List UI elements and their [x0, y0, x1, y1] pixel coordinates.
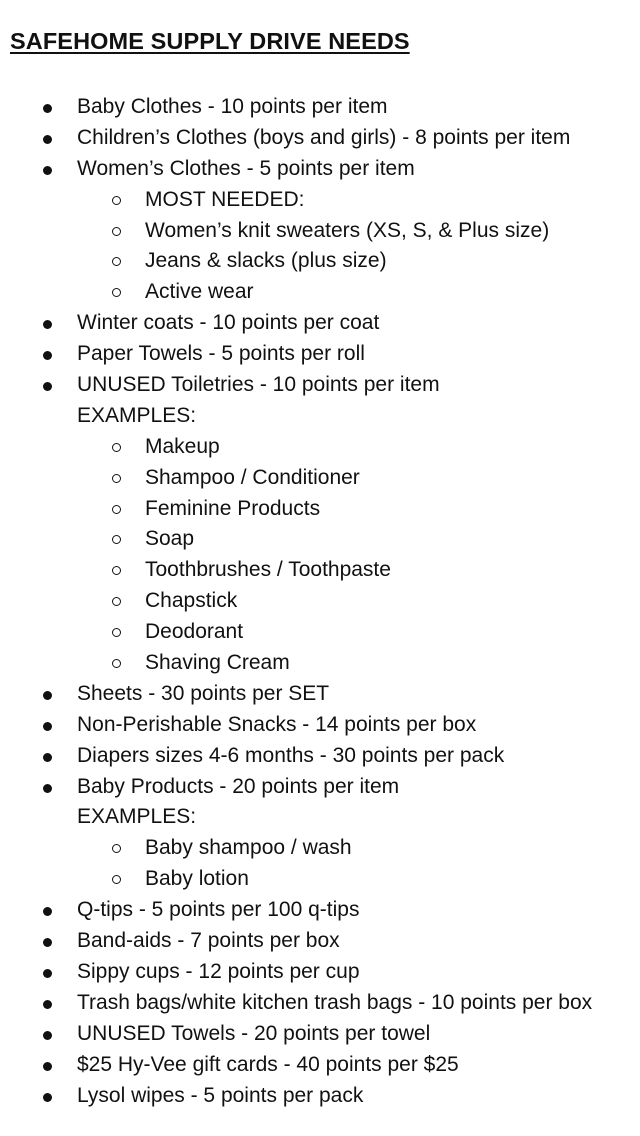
- hollow-bullet-icon: [112, 474, 121, 483]
- hollow-bullet-icon: [112, 628, 121, 637]
- list-item-text: Toothbrushes / Toothpaste: [145, 558, 391, 582]
- hollow-bullet-icon: [112, 288, 121, 297]
- list-item-text: Soap: [145, 527, 195, 551]
- bullet-icon: [43, 166, 52, 175]
- list-item-text: Children’s Clothes (boys and girls) - 8 points per item: [77, 125, 571, 149]
- list-item-text: Deodorant: [145, 620, 244, 644]
- bullet-icon: [43, 691, 52, 700]
- bullet-icon: [43, 320, 52, 329]
- hollow-bullet-icon: [112, 875, 121, 884]
- list-item-text: Baby Products - 20 points per item: [77, 774, 400, 798]
- needs-list: [0, 92, 640, 1111]
- sub-list-item: [0, 586, 640, 617]
- hollow-bullet-icon: [112, 659, 121, 668]
- list-item-text: Chapstick: [145, 589, 238, 613]
- list-item-text: Sheets - 30 points per SET: [77, 681, 330, 705]
- list-item-text: Paper Towels - 5 points per roll: [77, 342, 365, 366]
- sub-list-item: [0, 463, 640, 494]
- list-item-text: Shampoo / Conditioner: [145, 465, 360, 489]
- list-item: [0, 1081, 640, 1112]
- list-item-text: Women’s knit sweaters (XS, S, & Plus size): [145, 218, 550, 242]
- sub-list-item: [0, 277, 640, 308]
- list-item-note: [0, 401, 640, 432]
- hollow-bullet-icon: [112, 597, 121, 606]
- list-item: [0, 1050, 640, 1081]
- list-item: [0, 772, 640, 803]
- hollow-bullet-icon: [112, 505, 121, 514]
- sub-list-item: [0, 524, 640, 555]
- list-item-text: Makeup: [145, 434, 220, 458]
- sub-list-item: [0, 494, 640, 525]
- list-item-text: Jeans & slacks (plus size): [145, 249, 387, 273]
- sub-list-item: [0, 833, 640, 864]
- list-item-text: EXAMPLES:: [77, 805, 197, 829]
- list-item-text: UNUSED Toiletries - 10 points per item: [77, 373, 440, 397]
- list-item-text: Winter coats - 10 points per coat: [77, 311, 380, 335]
- list-item-text: Lysol wipes - 5 points per pack: [77, 1083, 364, 1107]
- list-item: [0, 92, 640, 123]
- hollow-bullet-icon: [112, 257, 121, 266]
- list-item-text: Baby lotion: [145, 867, 249, 891]
- list-item-text: Feminine Products: [145, 496, 321, 520]
- list-item-text: EXAMPLES:: [77, 403, 197, 427]
- bullet-icon: [43, 382, 52, 391]
- sub-list-item: [0, 864, 640, 895]
- sub-list-item: [0, 216, 640, 247]
- list-item-text: Diapers sizes 4-6 months - 30 points per pack: [77, 743, 505, 767]
- list-item-text: Q-tips - 5 points per 100 q-tips: [77, 898, 360, 922]
- hollow-bullet-icon: [112, 196, 121, 205]
- list-item-text: $25 Hy-Vee gift cards - 40 points per $25: [77, 1052, 459, 1076]
- hollow-bullet-icon: [112, 535, 121, 544]
- list-item-text: Band-aids - 7 points per box: [77, 929, 340, 953]
- bullet-icon: [43, 1031, 52, 1040]
- bullet-icon: [43, 784, 52, 793]
- list-item: [0, 154, 640, 185]
- list-item-note: [0, 802, 640, 833]
- hollow-bullet-icon: [112, 227, 121, 236]
- bullet-icon: [43, 969, 52, 978]
- list-item: [0, 926, 640, 957]
- list-item-text: Baby Clothes - 10 points per item: [77, 95, 388, 118]
- sub-list-item: [0, 555, 640, 586]
- list-item-text: MOST NEEDED:: [145, 187, 305, 211]
- bullet-icon: [43, 722, 52, 731]
- list-item: [0, 308, 640, 339]
- list-item: [0, 988, 640, 1019]
- sub-list-item: [0, 648, 640, 679]
- bullet-icon: [43, 1062, 52, 1071]
- list-item: [0, 1019, 640, 1050]
- list-item-text: Women’s Clothes - 5 points per item: [77, 156, 415, 180]
- bullet-icon: [43, 135, 52, 144]
- hollow-bullet-icon: [112, 566, 121, 575]
- bullet-icon: [43, 907, 52, 916]
- list-item: [0, 710, 640, 741]
- list-item: [0, 741, 640, 772]
- sub-list-item: [0, 246, 640, 277]
- sub-list-item: [0, 617, 640, 648]
- hollow-bullet-icon: [112, 443, 121, 452]
- list-item-text: Active wear: [145, 280, 254, 304]
- bullet-icon: [43, 104, 52, 113]
- list-item: [0, 679, 640, 710]
- list-item: [0, 339, 640, 370]
- list-item-text: Shaving Cream: [145, 651, 290, 675]
- bullet-icon: [43, 1093, 52, 1102]
- list-item: [0, 895, 640, 926]
- hollow-bullet-icon: [112, 844, 121, 853]
- bullet-icon: [43, 1000, 52, 1009]
- list-item: [0, 370, 640, 401]
- list-item: [0, 123, 640, 154]
- list-item-text: UNUSED Towels - 20 points per towel: [77, 1021, 431, 1045]
- list-item-text: Non-Perishable Snacks - 14 points per box: [77, 712, 477, 736]
- sub-list-item: [0, 185, 640, 216]
- bullet-icon: [43, 351, 52, 360]
- list-item: [0, 957, 640, 988]
- list-item-text: Baby shampoo / wash: [145, 836, 352, 860]
- bullet-icon: [43, 753, 52, 762]
- list-item-text: Trash bags/white kitchen trash bags - 10 points per box: [77, 990, 593, 1014]
- page-title: SAFEHOME SUPPLY DRIVE NEEDS: [10, 28, 410, 54]
- list-item-text: Sippy cups - 12 points per cup: [77, 959, 360, 983]
- bullet-icon: [43, 938, 52, 947]
- sub-list-item: [0, 432, 640, 463]
